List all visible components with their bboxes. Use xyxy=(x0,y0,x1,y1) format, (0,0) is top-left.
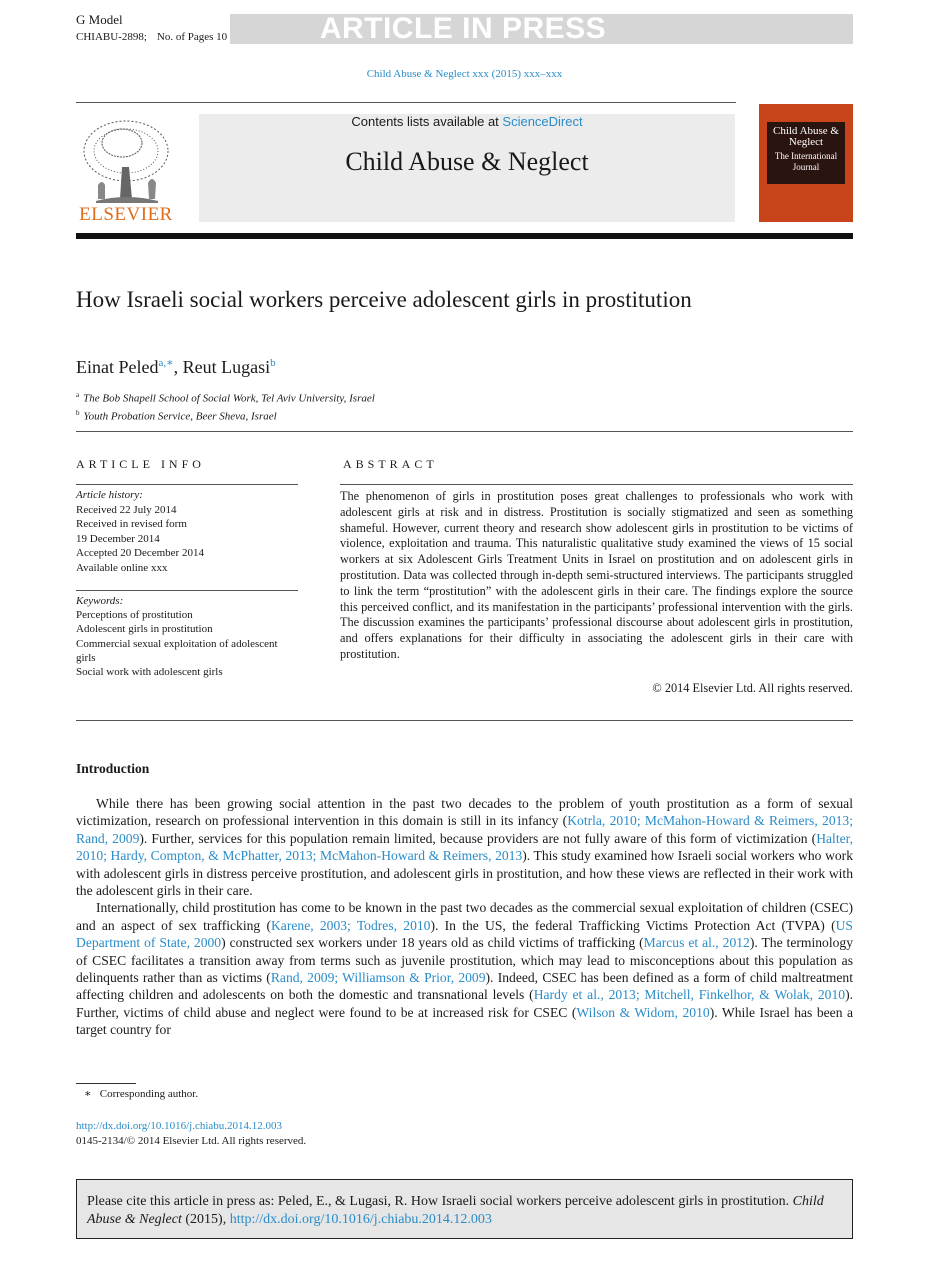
header-rule xyxy=(76,102,736,103)
keyword-item: Commercial sexual exploitation of adolescent girls xyxy=(76,637,278,664)
abstract-copyright: © 2014 Elsevier Ltd. All rights reserved. xyxy=(652,681,853,695)
author-affiliation-mark[interactable]: a,∗ xyxy=(158,357,174,369)
abstract-text: The phenomenon of girls in prostitution poses great challenges to professionals who work with adolescent girls at risk and in distress. Prostitution is socially stigmatized and seen as something shameful. However, current theory and research show adolescent girls in prostitution to be victims of violence, exploitation and trauma. This naturalistic qualitative study examined the views of 15 social workers at six Adolescent Girls Treatment Units in Israel on prostitution and on adolescent girls in prostitution. Data was collected through in-depth semi-structured interviews. The participants struggled to link the term “prostitution” with the adolescent girls in their care. The findings explore the source this perceived conflict, and its manifestation in the participants’ professional intervention with the girls. The discussion examines the participants’ professional discourse about adolescent girls in prostitution, and offers explanations for their difficulty in associating the adolescent girls in their care with prostitution. xyxy=(340,489,853,661)
citation-link[interactable]: Karene, 2003; Todres, 2010 xyxy=(270,917,431,933)
article-history xyxy=(76,488,204,575)
history-item: Received in revised form xyxy=(76,518,187,530)
body-text-run: ). Indeed, CSEC has been defined as a form of child maltreatment affecting children and adolescents on both the domestic and transnational levels ( xyxy=(76,970,853,1003)
affiliation-text: The Bob Shapell School of Social Work, Tel Aviv University, Israel xyxy=(83,392,375,405)
footnote-rule xyxy=(76,1083,136,1084)
history-item: 19 December 2014 xyxy=(76,532,160,545)
sciencedirect-link[interactable]: ScienceDirect xyxy=(502,114,583,129)
keywords xyxy=(76,594,298,679)
author-separator: , xyxy=(173,357,183,377)
citation-text xyxy=(87,1193,847,1229)
keyword-item: Adolescent girls in prostitution xyxy=(76,623,213,636)
author-name[interactable]: Einat Peled xyxy=(76,357,159,377)
article-info-heading: ARTICLE INFO xyxy=(76,457,205,471)
history-label: Article history: xyxy=(76,489,143,501)
cover-title-text: Child Abuse & Neglect xyxy=(772,125,839,148)
history-item: Accepted 20 December 2014 xyxy=(76,547,204,559)
body-text-run: ) constructed sex workers under 18 years old as child victims of trafficking ( xyxy=(221,935,644,951)
body-text-run: ). In the US, the federal Trafficking Victims Protection Act (TVPA) ( xyxy=(430,917,836,933)
affiliation-a xyxy=(76,388,375,406)
affiliation-b xyxy=(76,406,375,424)
journal-reference-link[interactable]: Child Abuse & Neglect xxx (2015) xxx–xxx xyxy=(366,68,563,80)
citation-link[interactable]: Rand, 2009; Williamson & Prior, 2009 xyxy=(270,970,486,986)
contents-available-line xyxy=(199,114,735,129)
page-count: No. of Pages 10 xyxy=(156,31,228,43)
article-title: How Israeli social workers perceive adolescent girls in prostitution xyxy=(76,287,692,312)
author-name[interactable]: Reut Lugasi xyxy=(182,357,271,377)
citation-link[interactable]: Halter, 2010; Hardy, Compton, & McPhatter, 2013; McMahon-Howard & Reimers, 2013 xyxy=(76,830,854,864)
affiliation-text: Youth Probation Service, Beer Sheva, Israel xyxy=(83,410,277,423)
affiliation-mark: a xyxy=(76,391,80,399)
article-info-rule xyxy=(76,484,298,485)
body-text-run: ). While Israel has been a target country for xyxy=(76,1004,854,1038)
journal-title[interactable]: Child Abuse & Neglect xyxy=(345,147,589,176)
keywords-label: Keywords: xyxy=(76,595,124,607)
body-paragraph xyxy=(76,899,853,1038)
manuscript-meta xyxy=(76,31,237,43)
body-text-run: Internationally, child prostitution has come to be known in the past two decades as the commercial sexual exploitation of children (CSEC) and an aspect of sex trafficking ( xyxy=(76,900,853,933)
cover-subtitle-text: The International Journal xyxy=(774,151,838,172)
doi-link[interactable]: http://dx.doi.org/10.1016/j.chiabu.2014.12.003 xyxy=(76,1120,283,1132)
body-text-run: ). Further, victims of child abuse and neglect were found to be at increased risk for CSEC ( xyxy=(76,987,853,1020)
footnote-mark: ∗ xyxy=(84,1088,92,1100)
citation-link[interactable]: US Department of State, 2000 xyxy=(76,917,853,951)
affiliations xyxy=(76,388,375,423)
body-text-run: ). The terminology of CSEC facilitates a transition away from terms such as juvenile prostitution, which may lead to misconceptions about this population as delinquents rather than as victims ( xyxy=(76,935,854,986)
abstract-rule xyxy=(340,484,853,485)
manuscript-code: CHIABU-2898; xyxy=(76,31,147,43)
abstract-heading: ABSTRACT xyxy=(343,457,438,471)
journal-cover-title xyxy=(767,126,845,173)
issn-copyright: 0145-2134/© 2014 Elsevier Ltd. All rights reserved. xyxy=(76,1135,307,1147)
keywords-rule xyxy=(76,590,298,591)
citation-link[interactable]: Kotrla, 2010; McMahon-Howard & Reimers, 2013; Rand, 2009 xyxy=(76,813,853,846)
author-list xyxy=(76,356,276,378)
citation-prefix: Please cite this article in press as: Peled, E., & Lugasi, R. How Israeli social workers perceive adolescent girls in prostitution. xyxy=(87,1194,790,1209)
footnote-text: Corresponding author. xyxy=(99,1088,199,1100)
affiliation-mark: b xyxy=(76,408,80,417)
citation-link[interactable]: Marcus et al., 2012 xyxy=(643,935,750,951)
citation-journal: Child Abuse & Neglect xyxy=(87,1194,824,1227)
corresponding-author-note xyxy=(84,1087,198,1100)
citation-year: (2015), xyxy=(181,1212,230,1227)
citation-doi-link[interactable]: http://dx.doi.org/10.1016/j.chiabu.2014.12.003 xyxy=(229,1212,492,1227)
elsevier-wordmark: ELSEVIER xyxy=(79,204,173,225)
g-model-label: G Model xyxy=(76,12,123,27)
body-paragraph xyxy=(76,795,853,899)
history-item: Received 22 July 2014 xyxy=(76,503,177,516)
history-item: Available online xxx xyxy=(76,561,168,574)
body-text-run: ). Further, services for this population remain limited, because providers are not fully aware of this form of victimization ( xyxy=(139,830,817,846)
keyword-item: Perceptions of prostitution xyxy=(76,609,193,622)
body-text-run: ). This study examined how Israeli social workers who work with adolescent girls in distress perceive prostitution, and adolescent girls in prostitution, and how these views are reflected in their work with the adolescent girls in their care. xyxy=(76,848,854,899)
section-rule xyxy=(76,431,853,432)
citation-link[interactable]: Hardy et al., 2013; Mitchell, Finkelhor, & Wolak, 2010 xyxy=(533,987,846,1003)
introduction-heading: Introduction xyxy=(76,761,150,776)
contents-prefix: Contents lists available at xyxy=(351,114,503,129)
author-affiliation-mark[interactable]: b xyxy=(270,357,276,369)
keyword-item: Social work with adolescent girls xyxy=(76,666,223,679)
article-in-press-text: ARTICLE IN PRESS xyxy=(319,12,607,45)
section-rule xyxy=(76,720,853,721)
body-text xyxy=(76,795,853,1039)
masthead-thick-rule xyxy=(76,233,853,239)
citation-link[interactable]: Wilson & Widom, 2010 xyxy=(576,1004,710,1020)
body-text-run: While there has been growing social attention in the past two decades to the problem of youth prostitution as a form of sexual victimization, research on professional intervention in this domain is still in its infancy ( xyxy=(76,796,853,829)
